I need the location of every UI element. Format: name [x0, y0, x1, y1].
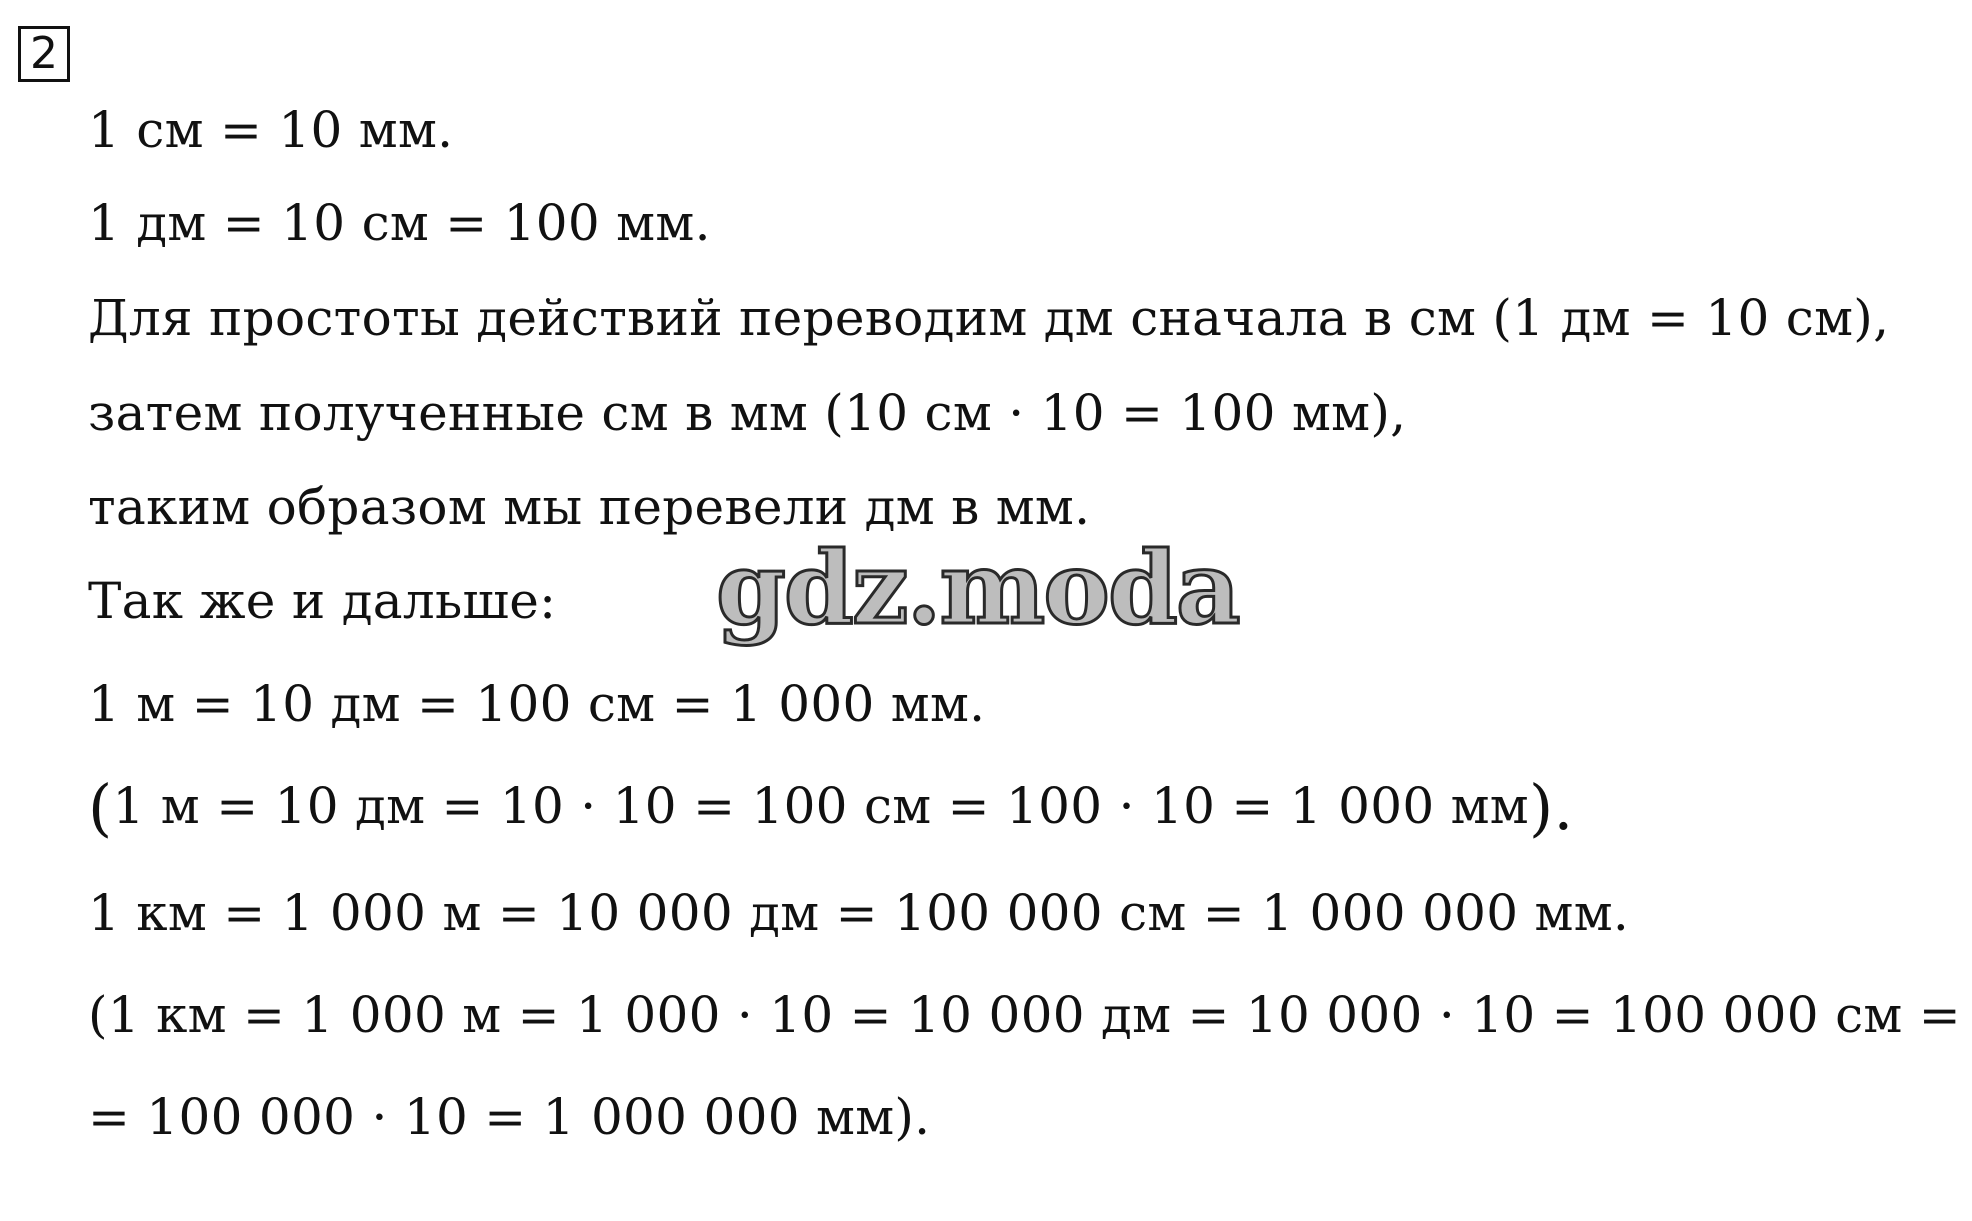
solution-line-6: Так же и дальше:	[88, 572, 557, 630]
watermark-logo: gdz.moda	[716, 529, 1239, 647]
solution-line-9: 1 км = 1 000 м = 10 000 дм = 100 000 см = 1 000 000 мм.	[88, 884, 1630, 942]
task-number: 2	[30, 28, 58, 79]
solution-line-4: затем полученные см в мм (10 см · 10 = 100 мм),	[88, 384, 1407, 442]
solution-line-1: 1 см = 10 мм.	[88, 101, 454, 159]
solution-line-10: (1 км = 1 000 м = 1 000 · 10 = 10 000 дм = 10 000 · 10 = 100 000 см =	[88, 986, 1961, 1044]
solution-line-3: Для простоты действий переводим дм сначала в см (1 дм = 10 см),	[88, 289, 1890, 347]
solution-line-8-body: 1 м = 10 дм = 10 · 10 = 100 см = 100 · 10 = 1 000 мм	[112, 777, 1530, 835]
solution-line-5: таким образом мы перевели дм в мм.	[88, 478, 1091, 536]
open-parenthesis: (	[88, 771, 113, 844]
solution-line-11: = 100 000 · 10 = 1 000 000 мм).	[88, 1088, 931, 1146]
task-number-box	[18, 26, 70, 82]
solution-line-2: 1 дм = 10 см = 100 мм.	[88, 194, 711, 252]
solution-line-7: 1 м = 10 дм = 100 см = 1 000 мм.	[88, 675, 986, 733]
close-parenthesis: ).	[1529, 771, 1574, 844]
solution-line-8	[88, 771, 1574, 844]
